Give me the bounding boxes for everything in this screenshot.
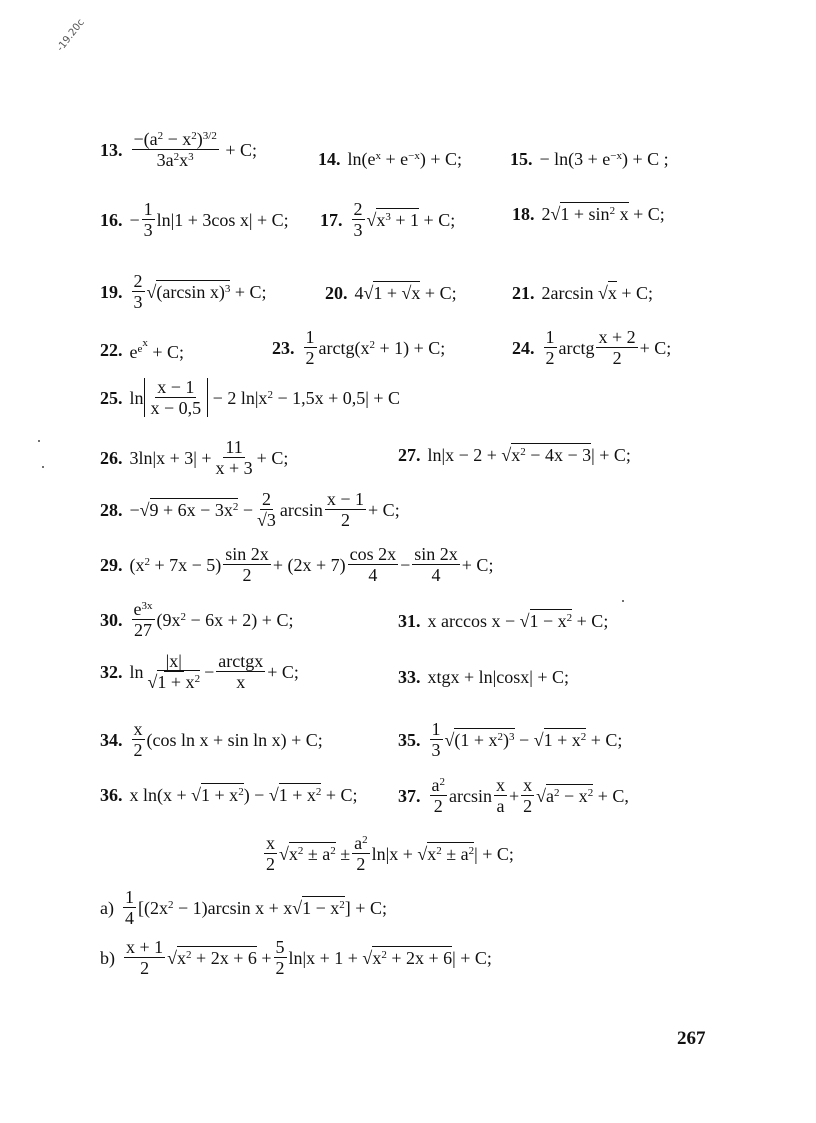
answer-a: a) $\frac{1}{4}$ [$(2x^2 - 1)\arcsin$ $x + x√1 - x^2] + C$; bbox=[100, 887, 387, 928]
answer-16: 16. − $\frac{1}{3}$ ln|1 + 3cos x| + C; bbox=[100, 199, 289, 240]
answer-14: 14. $\ln(e^x + e^{-x}) + C$; bbox=[318, 149, 462, 169]
speck bbox=[622, 600, 624, 602]
answer-26: 26. 3ln|x + 3| + $\frac{11}{x + 3}$ + C; bbox=[100, 437, 289, 478]
answer-22: 22. $e^{e^x} + C$; bbox=[100, 337, 185, 362]
answer-20: 20. 4√1 + √x + C; bbox=[325, 283, 457, 303]
answer-33: 33. xtgx + ln|cosx| + C; bbox=[398, 667, 570, 687]
answer-36: 36. x $\ln(x + √1 + x^2) - √1 + x^2 + C$; bbox=[100, 785, 358, 805]
answer-15: 15. − $\ln(3 + e^{-x}) + C$ ; bbox=[510, 149, 669, 169]
answer-17: 17. $\frac{2}{3}$ $√x^3 + 1 + C$; bbox=[320, 199, 456, 240]
answer-18: 18. $2√1 + \sin^2 x + C$; bbox=[512, 204, 665, 224]
answer-37b: $\frac{x}{2}$ $√x^2 \pm a^2$ ± $\frac{a^2}{2}$ $\ln|x + √x^2 \pm a^2| + C$; bbox=[266, 833, 514, 874]
answer-21: 21. 2arcsin √x + C; bbox=[512, 283, 654, 303]
speck bbox=[38, 440, 40, 442]
answer-19: 19. $\frac{2}{3}$ √(arcsin x)$^3$ + C; bbox=[100, 271, 267, 312]
answer-31: 31. x $\arccos x - √1 - x^2 + C$; bbox=[398, 611, 609, 631]
answer-29: 29. $(x^2 + 7x - 5)$ $\frac{\sin 2x}{2}$ + (2x + 7) $\frac{\cos 2x}{4}$ − $\frac{\sin 2x}{4}$ + C; bbox=[100, 544, 494, 585]
answer-32: 32. ln $\frac{|x|}{√1 + x^2}$ − $\frac{\text{arctgx}}{x}$ + C; bbox=[100, 651, 299, 692]
answer-35: 35. $\frac{1}{3}$ $√(1 + x^2)^3 - √1 + x^2 + C$; bbox=[398, 719, 623, 760]
answer-28: 28. $-√9 + 6x - 3x^2$ − $\frac{2}{√3}$ arcsin $\frac{x - 1}{2}$ + C; bbox=[100, 489, 400, 530]
answer-b: b) $\frac{x + 1}{2}$ $√x^2 + 2x + 6$ + $\frac{5}{2}$ $\ln|x + 1 + √x^2 + 2x + 6| + C$; bbox=[100, 937, 492, 978]
answer-13: 13. $\frac{-(a^2 - x^2)^{3/2}}{3a^2x^3}$ + C; bbox=[100, 129, 258, 170]
answer-37: 37. $\frac{a^2}{2}$ arcsin $\frac{x}{a}$ + $\frac{x}{2}$ $√a^2 - x^2 + C$, bbox=[398, 775, 629, 816]
answer-34: 34. $\frac{x}{2}$ (cos ln x + sin ln x) + C; bbox=[100, 719, 323, 760]
answer-25: 25. ln $\frac{x - 1}{x - 0,5}$ − 2 $\ln|x^2 - 1,5x + 0,5| + C$ bbox=[100, 377, 401, 418]
answer-24: 24. $\frac{1}{2}$ arctg $\frac{x + 2}{2}$ + C; bbox=[512, 327, 672, 368]
corner-stamp: -19.20с bbox=[54, 17, 87, 54]
speck bbox=[42, 466, 44, 468]
answer-23: 23. $\frac{1}{2}$ $arctg(x^2 + 1) + C$; bbox=[272, 327, 446, 368]
answer-30: 30. $\frac{e^{3x}}{27}$ $(9x^2 - 6x + 2) + C$; bbox=[100, 599, 294, 640]
page-number: 267 bbox=[677, 1028, 706, 1049]
answer-27: 27. $\ln|x - 2 + √x^2 - 4x - 3| + C$; bbox=[398, 445, 631, 465]
